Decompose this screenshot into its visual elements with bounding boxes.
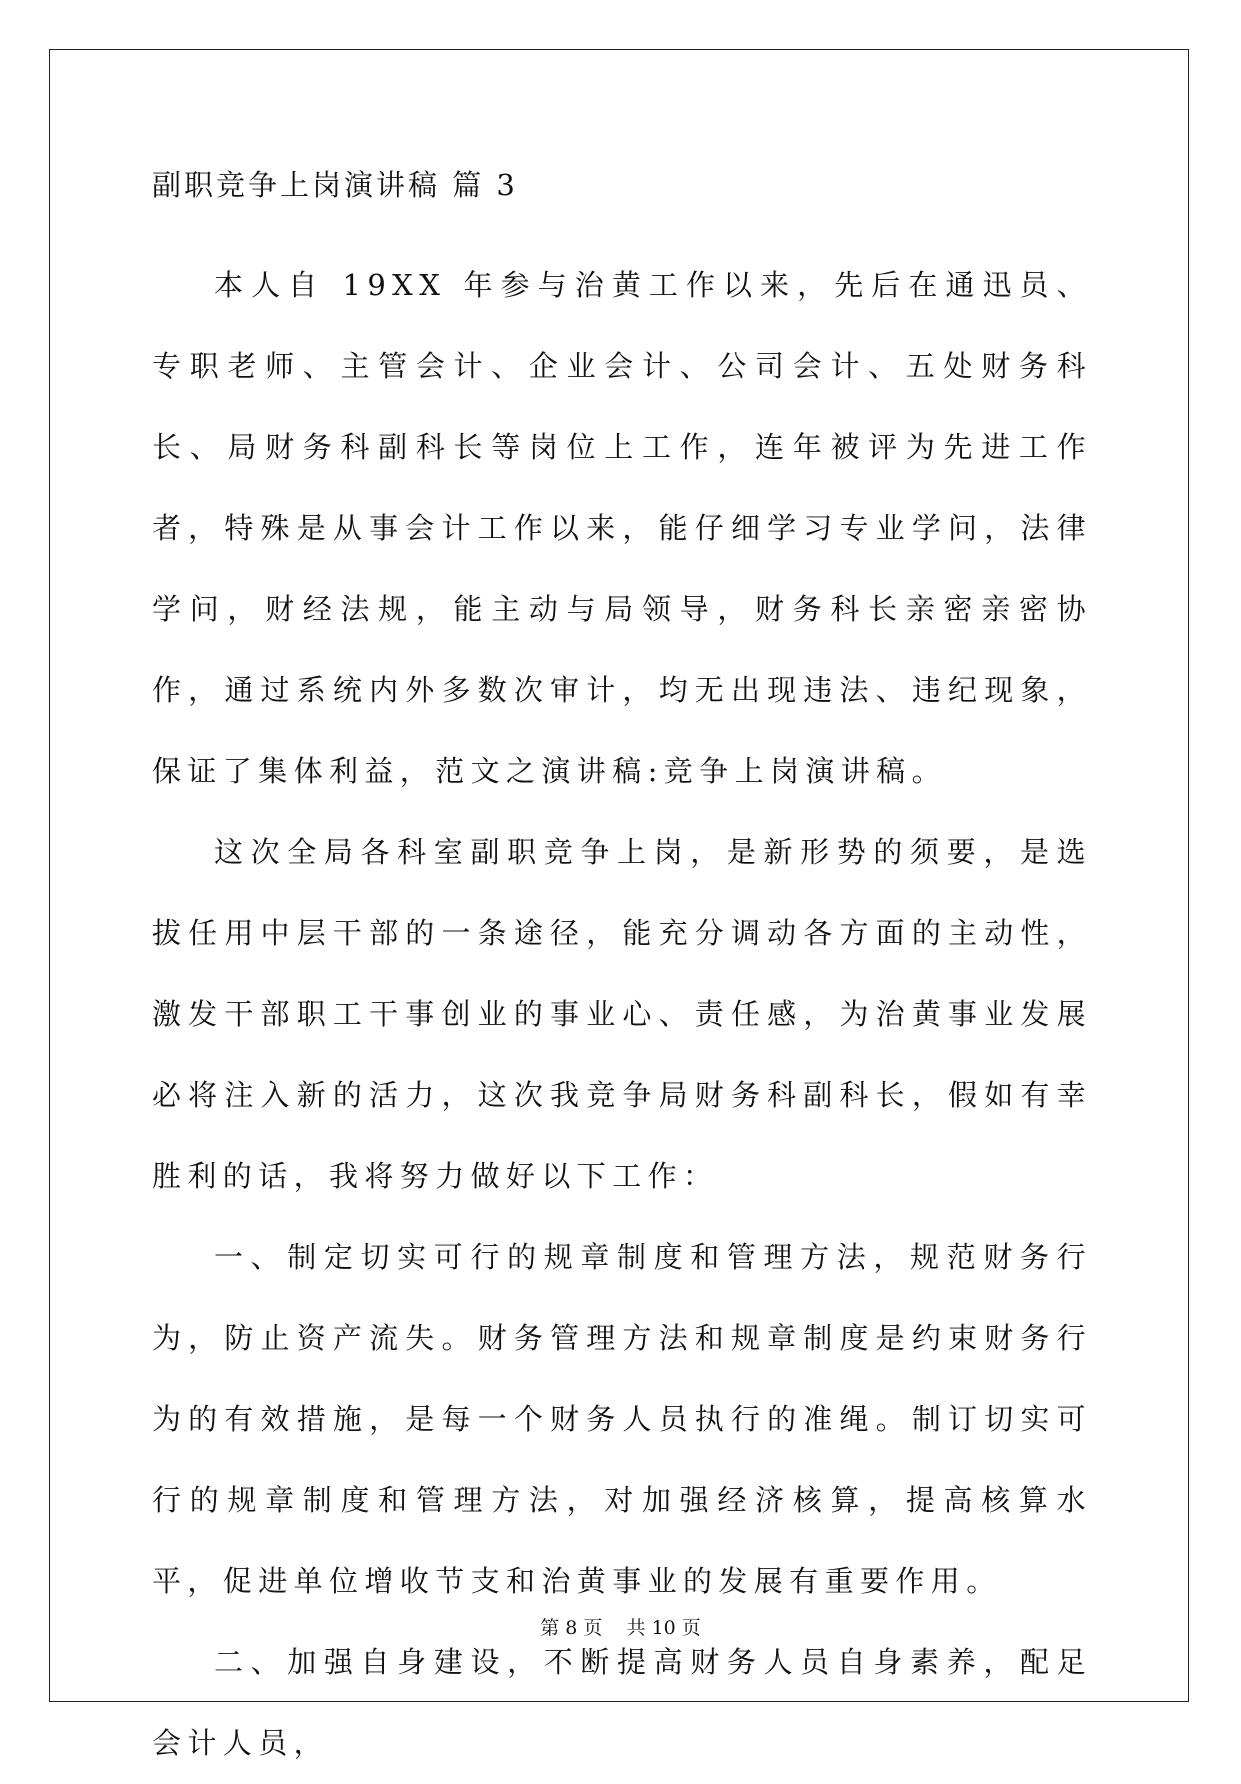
document-body (152, 165, 1092, 1784)
page-footer: 第 8 页 共 10 页 (540, 1617, 701, 1639)
paragraph-1: 本人自 19XX 年参与治黄工作以来，先后在通迅员、专职老师、主管会计、企业会计、公司会计、五处财务科长、局财务科副科长等岗位上工作，连年被评为先进工作者，特殊是从事会计工作以来，能仔细学习专业学问，法律学问，财经法规，能主动与局领导，财务科长亲密亲密协作，通过系统内外多数次审计，均无出现违法、违纪现象，保证了集体利益，范文之演讲稿:竞争上岗演讲稿。 (152, 268, 1092, 788)
paragraph-2: 这次全局各科室副职竞争上岗，是新形势的须要，是选拔任用中层干部的一条途径，能充分调动各方面的主动性，激发干部职工干事创业的事业心、责任感，为治黄事业发展必将注入新的活力，这次我竞争局财务科副科长，假如有幸胜利的话，我将努力做好以下工作： (152, 835, 1092, 1193)
paragraph-4: 二、加强自身建设，不断提高财务人员自身素养，配足会计人员， (152, 1645, 1092, 1760)
paragraph-3: 一、制定切实可行的规章制度和管理方法，规范财务行为，防止资产流失。财务管理方法和规章制度是约束财务行为的有效措施，是每一个财务人员执行的准绳。制订切实可行的规章制度和管理方法，对加强经济核算，提高核算水平，促进单位增收节支和治黄事业的发展有重要作用。 (152, 1240, 1092, 1598)
document-title: 副职竞争上岗演讲稿 篇 3 (152, 168, 518, 202)
